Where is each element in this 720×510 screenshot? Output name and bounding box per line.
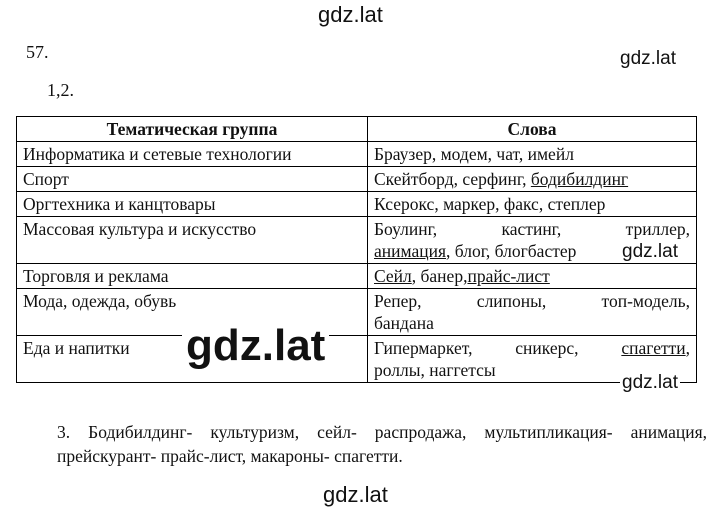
words-text: , блог, блогбастер: [446, 241, 577, 261]
words-text: ,: [685, 338, 690, 358]
watermark-center-large: gdz.lat: [182, 318, 329, 374]
words-line: роллы, наггетсы: [374, 360, 496, 380]
words-text: Скейтборд, серфинг,: [374, 169, 531, 189]
watermark-right-upper: gdz.lat: [620, 48, 676, 69]
underlined-word: спагетти: [621, 338, 686, 358]
watermark-right-lower: gdz.lat: [622, 372, 678, 393]
word: Боулинг,: [374, 219, 438, 239]
table-row: [17, 192, 697, 217]
word: сникерс,: [515, 338, 579, 358]
word: топ-модель,: [601, 291, 690, 311]
words-line: [374, 290, 690, 312]
watermark-top: gdz.lat: [318, 2, 383, 27]
words-cell: [368, 264, 697, 289]
word: кастинг,: [501, 219, 562, 239]
header-words: Слова: [368, 117, 697, 142]
table-row: [17, 217, 697, 264]
words-line: бандана: [374, 313, 434, 333]
watermark-bottom: gdz.lat: [323, 482, 388, 507]
header-group: Тематическая группа: [17, 117, 368, 142]
underlined-word: бодибилдинг: [530, 169, 629, 189]
word: слипоны,: [476, 291, 547, 311]
table-row: [17, 289, 697, 336]
group-cell: Оргтехника и канцтовары: [17, 192, 368, 217]
words-cell: [368, 289, 697, 336]
table-row: [17, 264, 697, 289]
table-row: [17, 167, 697, 192]
word: триллер,: [625, 219, 690, 239]
table-row: [17, 142, 697, 167]
group-cell: Мода, одежда, обувь: [17, 289, 368, 336]
word: Репер,: [374, 291, 422, 311]
underlined-word: прайс-лист: [467, 266, 550, 286]
group-cell: Еда и напитки: [17, 336, 368, 383]
words-line: [374, 337, 690, 359]
group-cell: Спорт: [17, 167, 368, 192]
group-cell: Торговля и реклама: [17, 264, 368, 289]
exercise-number: 57.: [26, 42, 49, 62]
answer-paragraph: 3. Бодибилдинг- культуризм, сейл- распродажа, мультипликация- анимация, прейскурант- прайс-лист, макароны- спагетти.: [57, 422, 707, 466]
word: Гипермаркет,: [374, 338, 473, 358]
words-text: , банер,: [411, 266, 468, 286]
words-cell: [368, 167, 697, 192]
words-cell: Ксерокс, маркер, факс, степлер: [368, 192, 697, 217]
watermark-right-middle: gdz.lat: [622, 241, 678, 262]
words-cell: Браузер, модем, чат, имейл: [368, 142, 697, 167]
word-group: [621, 337, 690, 359]
tasks-label: 1,2.: [47, 80, 74, 100]
group-cell: Информатика и сетевые технологии: [17, 142, 368, 167]
underlined-word: Сейл: [374, 266, 412, 286]
words-line: [374, 218, 690, 240]
table-header-row: [17, 117, 697, 142]
underlined-word: анимация: [374, 241, 446, 261]
group-cell: Массовая культура и искусство: [17, 217, 368, 264]
table-row: [17, 336, 697, 383]
vocabulary-table: [16, 116, 697, 383]
